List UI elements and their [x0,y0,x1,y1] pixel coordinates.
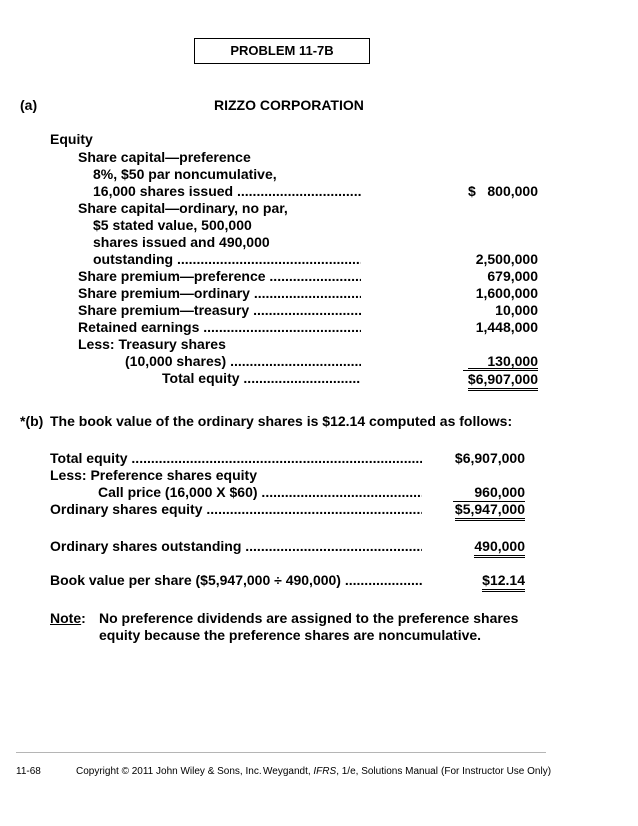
note-colon: : [81,610,86,626]
footer-divider [16,752,546,753]
total-equity-amount: $6,907,000 [468,368,538,391]
sp-pref-amount: 679,000 [487,268,538,284]
bvps-line: Book value per share ($5,947,000 ÷ 490,000) ..... [50,572,422,589]
ord-outstanding-amount: 490,000 [474,538,525,558]
call-price-amount: 960,000 [453,484,525,502]
sp-treas-line: Share premium—treasury ..... [78,302,361,319]
book-reference: Weygandt, IFRS, 1/e, Solutions Manual [263,766,438,777]
ord-line-4: outstanding ..... [93,251,361,268]
b-total-equity-amount: $6,907,000 [454,450,525,466]
part-b-intro: The book value of the ordinary shares is $12.14 computed as follows: [50,413,513,429]
sp-ord-line: Share premium—ordinary ..... [78,285,361,302]
usage-note: (For Instructor Use Only) [441,766,552,777]
equity-heading: Equity [50,131,93,147]
ord-line-3: shares issued and 490,000 [93,234,270,250]
note-line-2: equity because the preference shares are noncumulative. [99,627,482,643]
ord-outstanding-line: Ordinary shares outstanding ..... [50,538,422,555]
retained-earnings-line: Retained earnings ..... [78,319,361,336]
company-name: RIZZO CORPORATION [214,97,364,113]
ord-equity-amount: $5,947,000 [455,501,525,521]
treasury-amount: 130,000 [463,353,538,371]
part-a-label: (a) [20,97,38,113]
less-pref-line: Less: Preference shares equity [50,467,257,483]
ord-line-1: Share capital—ordinary, no par, [78,200,288,216]
pref-line-3: 16,000 shares issued ..... [93,183,361,200]
sp-pref-line: Share premium—preference ..... [78,268,361,285]
b-total-equity-line: Total equity ..... [50,450,422,467]
pref-amount: $ 800,000 [467,183,538,199]
note-label-wrap [50,610,86,627]
copyright: Copyright © 2011 John Wiley & Sons, Inc. [76,766,262,777]
note-label: Note [50,610,82,626]
page-number: 11-68 [16,766,41,777]
less-treasury-line: Less: Treasury shares [78,336,226,352]
total-equity-line: Total equity ..... [162,370,361,387]
ord-line-2: $5 stated value, 500,000 [93,217,252,233]
part-b-label: *(b) [20,413,44,429]
bvps-amount: $12.14 [482,572,525,592]
problem-title: PROBLEM 11-7B [194,38,370,64]
call-price-line: Call price (16,000 X $60) ..... [98,484,422,501]
ord-amount: 2,500,000 [475,251,538,267]
sp-ord-amount: 1,600,000 [475,285,538,301]
note-line-1: No preference dividends are assigned to the preference shares [99,610,519,626]
pref-line-1: Share capital—preference [78,149,251,165]
retained-earnings-amount: 1,448,000 [475,319,538,335]
ord-equity-line: Ordinary shares equity ..... [50,501,422,518]
sp-treas-amount: 10,000 [495,302,538,318]
pref-line-2: 8%, $50 par noncumulative, [93,166,277,182]
treasury-shares-line: (10,000 shares) ..... [125,353,361,370]
